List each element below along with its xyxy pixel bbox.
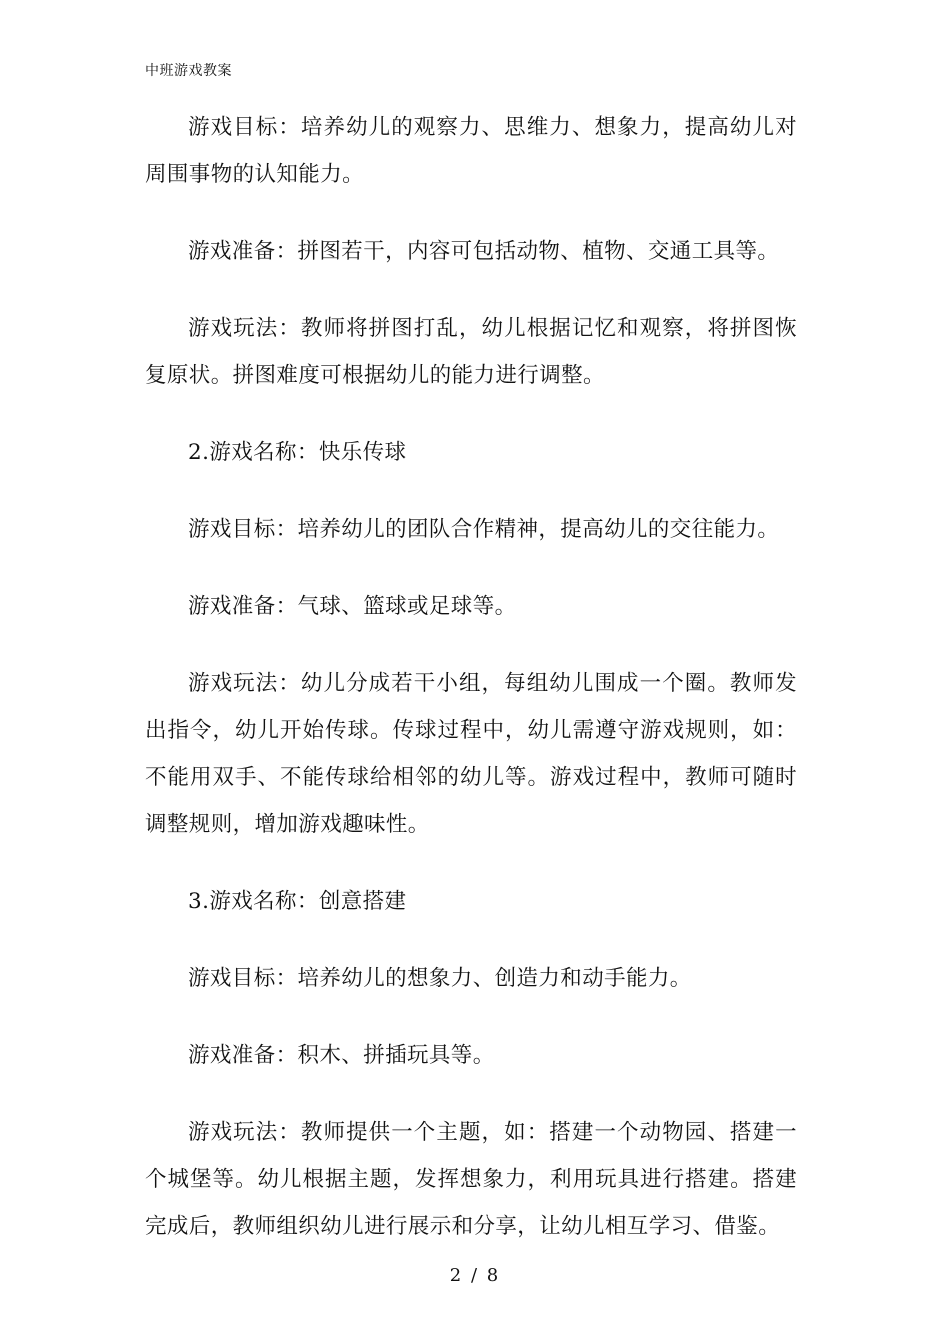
paragraph-game-goal-1: 游戏目标：培养幼儿的观察力、思维力、想象力，提高幼儿对周围事物的认知能力。 bbox=[145, 115, 797, 187]
section-heading-3: 3.游戏名称：创意搭建 bbox=[188, 889, 407, 914]
paragraph-game-prep-3: 游戏准备：积木、拼插玩具等。 bbox=[188, 1043, 495, 1068]
paragraph-game-prep-2: 游戏准备：气球、篮球或足球等。 bbox=[188, 594, 517, 619]
paragraph-game-play-3: 游戏玩法：教师提供一个主题，如：搭建一个动物园、搭建一个城堡等。幼儿根据主题，发挥想象力，利用玩具进行搭建。搭建完成后，教师组织幼儿进行展示和分享，让幼儿相互学习、借鉴。 bbox=[145, 1120, 797, 1239]
document-header: 中班游戏教案 bbox=[145, 63, 232, 79]
document-body bbox=[145, 104, 797, 1280]
paragraph-game-goal-3: 游戏目标：培养幼儿的想象力、创造力和动手能力。 bbox=[188, 966, 692, 991]
page-indicator: 2 / 8 bbox=[449, 1265, 501, 1286]
paragraph-game-play-2: 游戏玩法：幼儿分成若干小组，每组幼儿围成一个圈。教师发出指令，幼儿开始传球。传球过程中，幼儿需遵守游戏规则，如：不能用双手、不能传球给相邻的幼儿等。游戏过程中，教师可随时调整规则，增加游戏趣味性。 bbox=[145, 671, 797, 837]
paragraph-game-play-1: 游戏玩法：教师将拼图打乱，幼儿根据记忆和观察，将拼图恢复原状。拼图难度可根据幼儿的能力进行调整。 bbox=[145, 316, 797, 388]
section-heading-2: 2.游戏名称：快乐传球 bbox=[188, 440, 407, 465]
paragraph-game-goal-2: 游戏目标：培养幼儿的团队合作精神，提高幼儿的交往能力。 bbox=[188, 517, 780, 542]
paragraph-game-prep-1: 游戏准备：拼图若干，内容可包括动物、植物、交通工具等。 bbox=[188, 239, 780, 264]
